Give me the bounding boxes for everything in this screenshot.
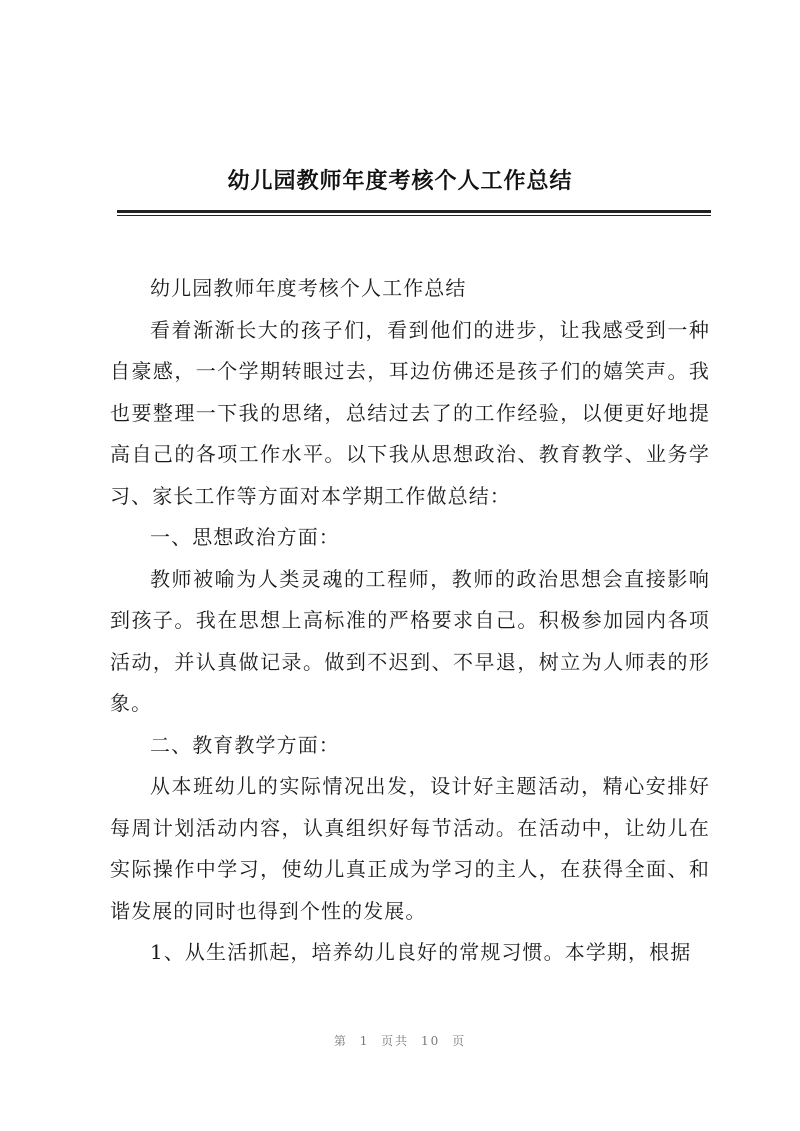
page-footer — [0, 1032, 800, 1049]
section-heading-teaching: 二、教育教学方面： — [150, 732, 340, 757]
footer-prefix: 第 — [333, 1034, 348, 1048]
footer-page-number: 1 — [359, 1034, 370, 1048]
title-underline-thin — [117, 215, 711, 216]
paragraph-habits: 1、从生活抓起，培养幼儿良好的常规习惯。本学期，根据 — [150, 940, 692, 964]
footer-total-pages: 10 — [421, 1034, 441, 1048]
paragraph-politics: 教师被喻为人类灵魂的工程师，教师的政治思想会直接影响到孩子。我在思想上高标准的严格要求自己。积极参加园内各项活动，并认真做记录。做到不迟到、不早退，树立为人师表的形象。 — [110, 566, 710, 715]
document-body — [110, 268, 710, 974]
footer-middle: 页共 — [381, 1034, 410, 1048]
section-heading-politics: 一、思想政治方面： — [150, 525, 340, 549]
paragraph-intro: 看着渐渐长大的孩子们，看到他们的进步，让我感受到一种自豪感，一个学期转眼过去，耳边仿佛还是孩子们的嬉笑声。我也要整理一下我的思绪，总结过去了的工作经验，以便更好地提高自己的各项工作水平。以下我从思想政治、教育教学、业务学习、家长工作等方面对本学期工作做总结： — [110, 317, 710, 508]
paragraph-teaching: 从本班幼儿的实际情况出发，设计好主题活动，精心安排好每周计划活动内容，认真组织好每节活动。在活动中，让幼儿在实际操作中学习，使幼儿真正成为学习的主人，在获得全面、和谐发展的同时也得到个性的发展。 — [110, 774, 710, 923]
paragraph-heading: 幼儿园教师年度考核个人工作总结 — [150, 276, 467, 300]
footer-suffix: 页 — [452, 1034, 467, 1048]
title-underline — [117, 210, 711, 213]
document-title: 幼儿园教师年度考核个人工作总结 — [227, 169, 573, 194]
